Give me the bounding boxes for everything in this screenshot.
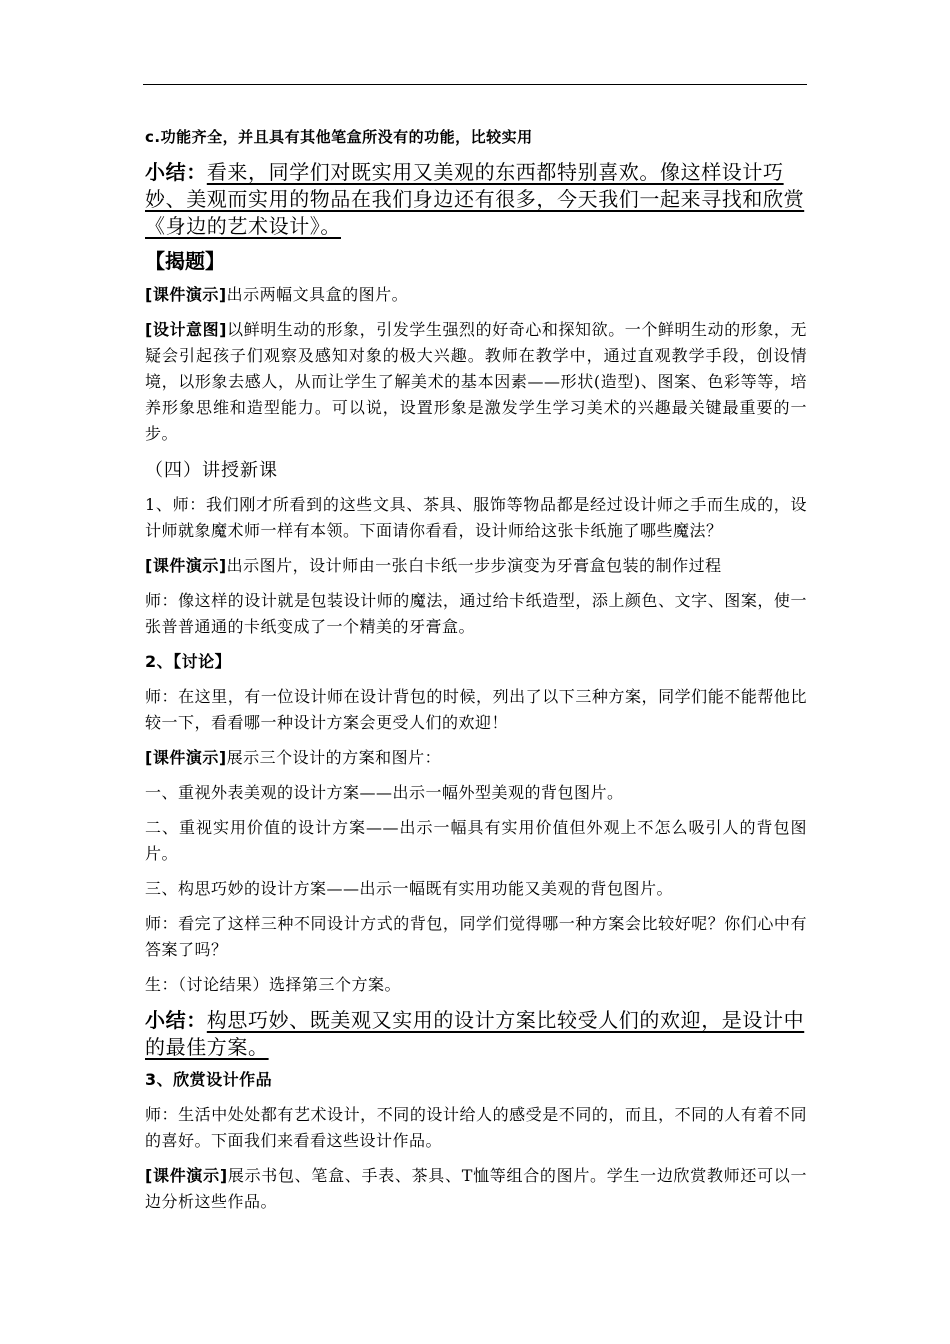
design-intent-text: 以鲜明生动的形象，引发学生强烈的好奇心和探知欲。一个鲜明生动的形象，无疑会引起孩子们观察及感知对象的极大兴趣。教师在教学中，通过直观教学手段，创设情境，以形象去感人，从而让学生了解美术的基本因素——形状(造型)、图案、色彩等等，培养形象思维和造型能力。可以说，设置形象是激发学生学习美术的兴趣最关键最重要的一步。: [145, 320, 807, 443]
paragraph-1: 1、师：我们刚才所看到的这些文具、茶具、服饰等物品都是经过设计师之手而生成的，设计师就象魔术师一样有本领。下面请你看看，设计师给这张卡纸施了哪些魔法？: [145, 495, 807, 540]
document-body: [145, 124, 807, 1224]
option-3: 三、构思巧妙的设计方案——出示一幅既有实用功能又美观的背包图片。: [145, 879, 674, 898]
paragraph-6: 师：生活中处处都有艺术设计，不同的设计给人的感受是不同的，而且，不同的人有着不同的喜好。下面我们来看看这些设计作品。: [145, 1105, 807, 1150]
paragraph-2: 师：像这样的设计就是包装设计师的魔法，通过给卡纸造型，添上颜色、文字、图案，使一张普普通通的卡纸变成了一个精美的牙膏盒。: [145, 591, 807, 636]
demo-2: [145, 553, 807, 579]
design-intent-label: [设计意图]: [145, 320, 227, 339]
summary-2: [145, 1007, 807, 1061]
demo-2-text: 出示图片，设计师由一张白卡纸一步步演变为牙膏盒包装的制作过程: [226, 556, 722, 575]
demo-3: [145, 745, 807, 771]
demo-1: [145, 282, 807, 308]
demo-1-text: 出示两幅文具盒的图片。: [226, 285, 409, 304]
demo-4-label: [课件演示]: [145, 1166, 228, 1185]
summary-1: [145, 159, 807, 240]
option-2: 二、重视实用价值的设计方案——出示一幅具有实用价值但外观上不怎么吸引人的背包图片。: [145, 818, 807, 863]
discuss-heading: 2、【讨论】: [145, 652, 232, 671]
summary-2-text: 构思巧妙、既美观又实用的设计方案比较受人们的欢迎，是设计中的最佳方案。: [145, 1008, 805, 1059]
demo-3-text: 展示三个设计的方案和图片：: [226, 748, 442, 767]
demo-3-label: [课件演示]: [145, 748, 227, 767]
paragraph-5: 生：（讨论结果）选择第三个方案。: [145, 975, 402, 994]
demo-4-text: 展示书包、笔盒、手表、茶具、T恤等组合的图片。学生一边欣赏教师还可以一边分析这些作品。: [145, 1166, 807, 1211]
paragraph-3: 师：在这里，有一位设计师在设计背包的时候，列出了以下三种方案，同学们能不能帮他比较一下，看看哪一种设计方案会更受人们的欢迎！: [145, 687, 807, 732]
section-four-heading: （四）讲授新课: [145, 460, 278, 481]
appreciate-heading: 3、欣赏设计作品: [145, 1070, 273, 1089]
line-c: c.功能齐全，并且具有其他笔盒所没有的功能，比较实用: [145, 128, 533, 146]
summary-1-text: 看来，同学们对既实用又美观的东西都特别喜欢。像这样设计巧妙、美观而实用的物品在我们身边还有很多，今天我们一起来寻找和欣赏《身边的艺术设计》。: [145, 160, 805, 238]
jieti-heading: 【揭题】: [145, 249, 225, 273]
demo-1-label: [课件演示]: [145, 285, 227, 304]
option-1: 一、重视外表美观的设计方案——出示一幅外型美观的背包图片。: [145, 783, 624, 802]
design-intent: [145, 317, 807, 447]
summary-1-label: 小结：: [145, 160, 207, 184]
paragraph-4: 师：看完了这样三种不同设计方式的背包，同学们觉得哪一种方案会比较好呢？你们心中有答案了吗？: [145, 914, 807, 959]
header-rule: [143, 84, 807, 85]
demo-4: [145, 1163, 807, 1215]
demo-2-label: [课件演示]: [145, 556, 227, 575]
summary-2-label: 小结：: [145, 1008, 207, 1032]
